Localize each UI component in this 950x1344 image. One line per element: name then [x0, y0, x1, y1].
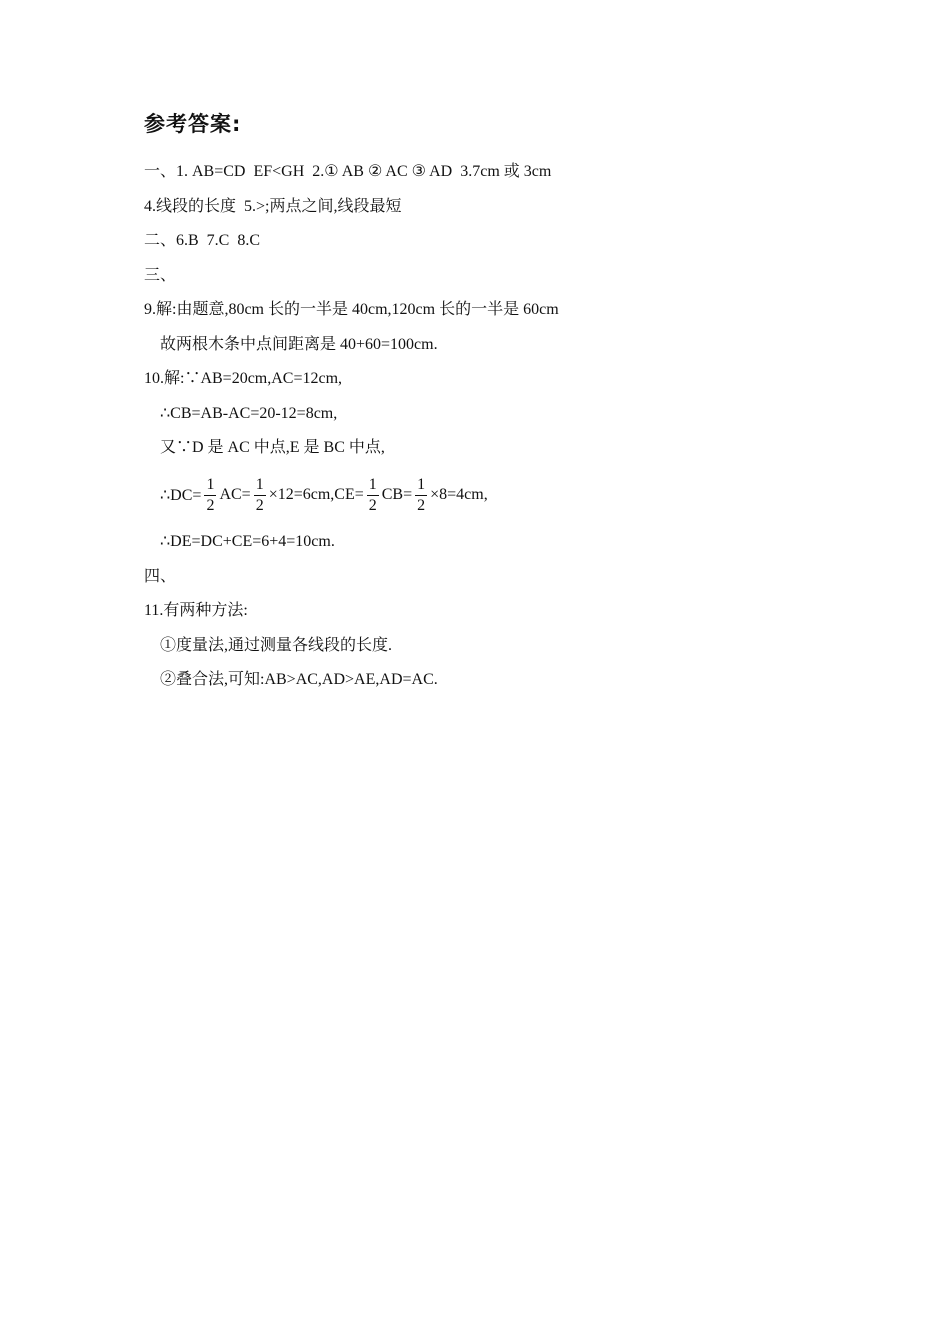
- fraction-text-1: ∴DC=: [160, 487, 202, 504]
- answer-line-3: 二、6.B 7.C 8.C: [144, 232, 261, 249]
- fraction-text-3: ×12=6cm,CE=: [268, 486, 364, 503]
- answer-line-9-cont: 故两根木条中点间距离是 40+60=100cm.: [160, 336, 438, 353]
- fraction-denominator: 2: [417, 496, 426, 514]
- fraction-half-1: [204, 475, 216, 516]
- answer-line-11-method-2: ②叠合法,可知:AB>AC,AD>AE,AD=AC.: [160, 671, 438, 688]
- page-heading: 参考答案:: [144, 112, 242, 136]
- answer-line-11-method-1: ①度量法,通过测量各线段的长度.: [160, 637, 393, 654]
- fraction-denominator: 2: [368, 496, 377, 514]
- fraction-numerator: 1: [415, 475, 427, 496]
- fraction-half-4: [415, 475, 427, 516]
- fraction-text-4: CB=: [381, 486, 413, 503]
- fraction-text-2: AC=: [219, 486, 251, 503]
- answer-line-10-result: ∴DE=DC+CE=6+4=10cm.: [160, 533, 335, 550]
- fraction-numerator: 1: [204, 475, 216, 496]
- answer-line-2: 4.线段的长度 5.>;两点之间,线段最短: [144, 198, 402, 215]
- answer-line-10-step2: 又∵D 是 AC 中点,E 是 BC 中点,: [160, 439, 385, 456]
- answer-line-10-fraction-step: [160, 471, 488, 519]
- answer-line-9: 9.解:由题意,80cm 长的一半是 40cm,120cm 长的一半是 60cm: [144, 301, 559, 318]
- answer-line-1: 一、1. AB=CD EF<GH 2.① AB ② AC ③ AD 3.7cm 或 3cm: [144, 163, 552, 180]
- fraction-numerator: 1: [367, 475, 379, 496]
- fraction-denominator: 2: [255, 496, 264, 514]
- fraction-denominator: 2: [206, 496, 215, 514]
- answer-line-10: 10.解:∵AB=20cm,AC=12cm,: [144, 370, 343, 387]
- answer-line-10-step1: ∴CB=AB-AC=20-12=8cm,: [160, 405, 338, 422]
- section-4-label: 四、: [144, 568, 177, 585]
- answer-line-11: 11.有两种方法:: [144, 602, 248, 619]
- fraction-numerator: 1: [254, 475, 266, 496]
- fraction-text-5: ×8=4cm,: [430, 486, 488, 503]
- fraction-half-2: [254, 475, 266, 516]
- fraction-half-3: [367, 475, 379, 516]
- section-3-label: 三、: [144, 267, 177, 284]
